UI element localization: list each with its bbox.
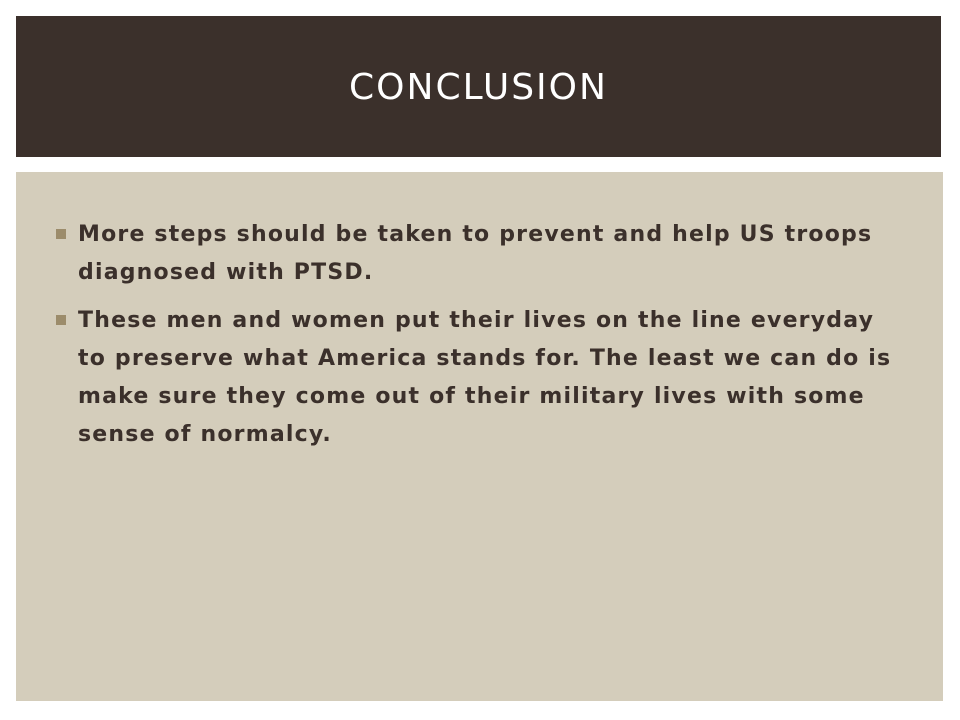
slide-title: CONCLUSION — [349, 67, 608, 108]
square-bullet-icon — [56, 315, 66, 325]
title-bar — [16, 16, 941, 157]
bullet-item — [56, 302, 896, 454]
bullet-list — [56, 216, 896, 464]
bullet-text: More steps should be taken to prevent and help US troops diagnosed with PTSD. — [78, 222, 873, 285]
square-bullet-icon — [56, 229, 66, 239]
content-panel — [16, 172, 943, 701]
bullet-text: These men and women put their lives on the line everyday to preserve what America stands for. The least we can do is make sure they come out of their military lives with some sense of normalcy. — [78, 308, 892, 447]
bullet-item — [56, 216, 896, 292]
